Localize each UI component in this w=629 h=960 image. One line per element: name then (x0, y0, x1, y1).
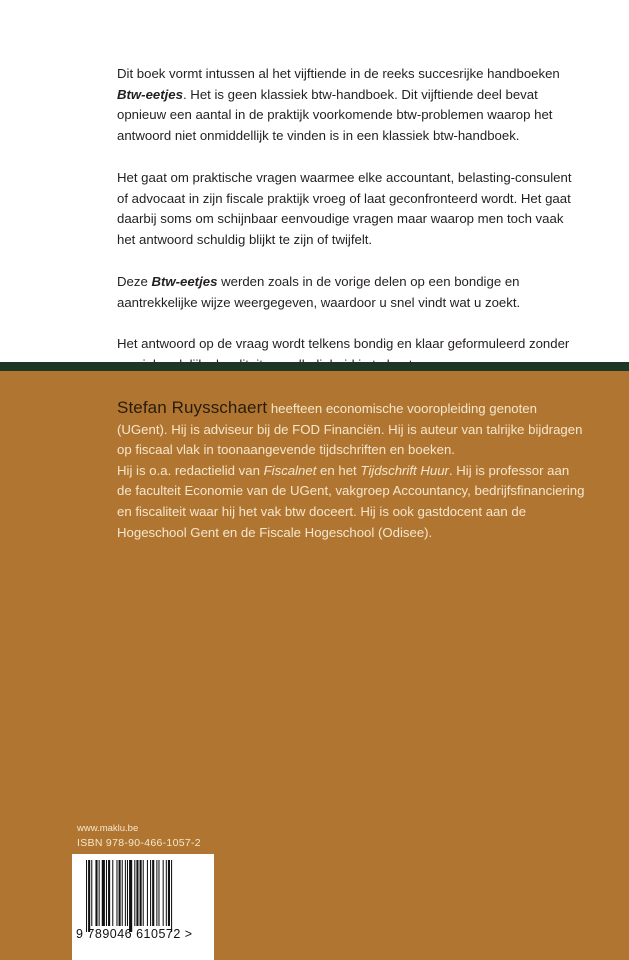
barcode-bar (95, 860, 97, 926)
blurb-paragraph-4: Het antwoord op de vraag wordt telkens bondig en klaar geformuleerd zonder (117, 336, 570, 352)
barcode-bar (147, 860, 148, 926)
publisher-url: www.maklu.be (77, 823, 139, 834)
barcode-bar (166, 860, 167, 926)
barcode-bar (125, 860, 126, 926)
barcode-bar (127, 860, 128, 926)
barcode-bar (136, 860, 138, 926)
barcode-bar (143, 860, 144, 926)
barcode-bar (156, 860, 157, 926)
author-name: Stefan Ruysschaert (117, 398, 268, 417)
bio-paragraph-2: Hij is o.a. redactielid van Fiscalnet en het Tijdschrift Huur. Hij is professor aan de faculteit Economie van de UGent, vakgroep Accountancy, bedrijfsfinanciering en fiscaliteit waar hij het vak btw doceert. Hij is ook gastdocent aan de Hogeschool Gent en de Fiscale Hogeschool (Odisee). (117, 462, 585, 540)
barcode-bar (168, 860, 170, 926)
barcode-bar (102, 860, 105, 926)
barcode-digits: 9 789046 610572 > (76, 927, 193, 941)
section-divider (0, 362, 629, 371)
barcode-bar (171, 860, 172, 932)
journal-tijdschrift-huur: Tijdschrift Huur (360, 462, 449, 478)
barcode-bar (129, 860, 132, 932)
author-section (0, 371, 629, 960)
author-bio (117, 398, 587, 543)
blurb-paragraph-1: Dit boek vormt intussen al het vijftiende in de reeks succesrijke handboeken Btw-eetjes. Het is geen klassiek btw-handboek. Dit vijftiende deel bevat opnieuw een aantal in de praktijk voorkomende btw-problemen waarop het antwoord niet onmiddellijk te vinden is in een klassiek btw-handboek. (117, 65, 560, 144)
barcode-bar (140, 860, 142, 926)
barcode-bar (158, 860, 159, 926)
barcode-bar (119, 860, 121, 926)
barcode-bar (99, 860, 100, 926)
barcode-bar (150, 860, 151, 926)
barcode-bar (88, 860, 90, 932)
blurb-paragraph-2: Het gaat om praktische vragen waarmee elke accountant, belasting-consulent of advocaat in zijn fiscale praktijk vroeg of laat geconfronteerd wordt. Het gaat daarbij soms om schijnbaar eenvoudige vragen maar waarop men toch vaak het antwoord schuldig blijkt te zijn of twijfelt. (117, 169, 572, 248)
barcode-bar (112, 860, 113, 926)
barcode-bar (108, 860, 110, 926)
series-title: Btw-eetjes (151, 273, 218, 289)
blurb-paragraph-3: Deze Btw-eetjes werden zoals in de vorige delen op een bondige en aantrekkelijke wijze weergegeven, waardoor u snel vindt wat u zoekt. (117, 273, 521, 310)
series-title: Btw-eetjes (117, 86, 183, 102)
bio-paragraph-1: Stefan Ruysschaert heefteen economische vooropleiding genoten (UGent). Hij is adviseur bij de FOD Financiën. Hij is auteur van talrijke bijdragen op fiscaal vlak in toonaangevende tijdschriften en boeken. (117, 398, 583, 458)
journal-fiscalnet: Fiscalnet (263, 462, 317, 478)
barcode-bar (91, 860, 92, 926)
barcode (72, 854, 214, 960)
barcode-bar (86, 860, 87, 932)
blurb-section (0, 0, 629, 362)
barcode-bar (116, 860, 117, 926)
isbn-number: ISBN 978-90-466-1057-2 (77, 837, 201, 849)
barcode-bar (163, 860, 164, 926)
blurb-text (117, 43, 579, 397)
barcode-bar (134, 860, 135, 926)
barcode-bar (106, 860, 107, 926)
barcode-bar (152, 860, 154, 926)
barcode-bars (86, 860, 200, 932)
barcode-bar (122, 860, 123, 926)
